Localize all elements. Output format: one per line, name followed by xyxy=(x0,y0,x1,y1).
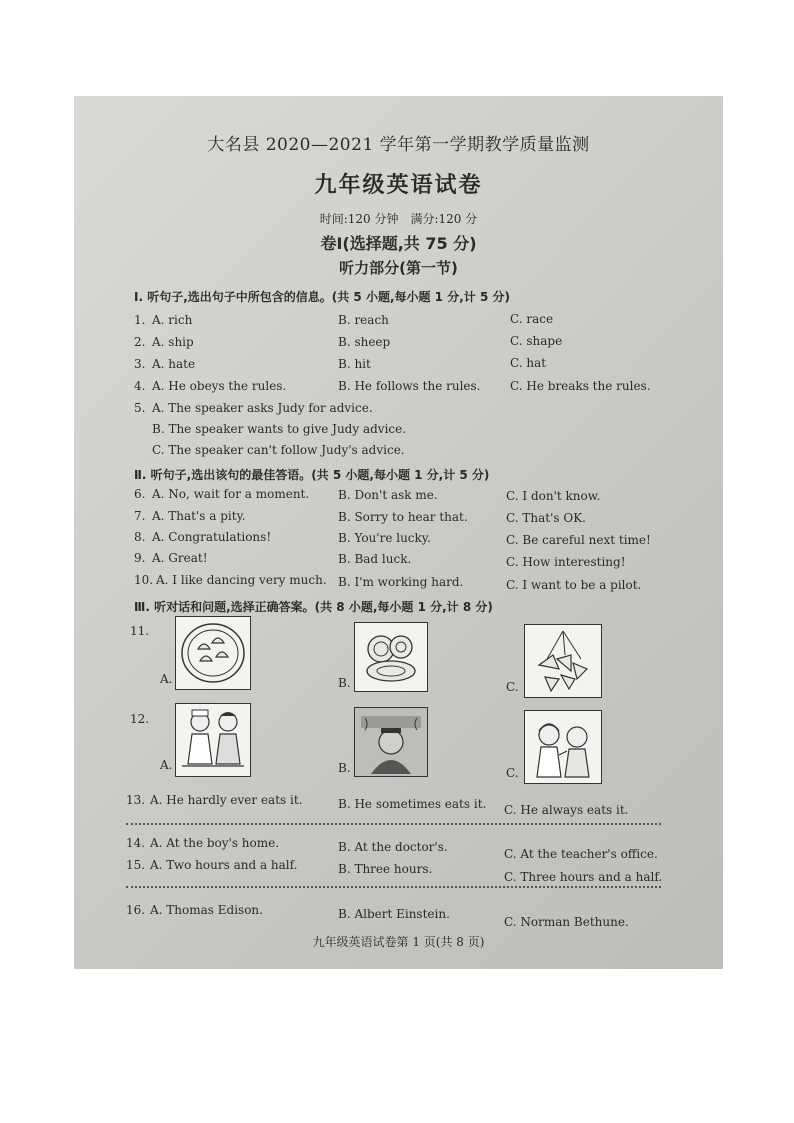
q12-picture-b xyxy=(354,707,428,777)
section-3-heading: Ⅲ. 听对话和问题,选择正确答案。(共 8 小题,每小题 1 分,计 8 分) xyxy=(134,600,493,614)
q7-option-a: A. That's a pity. xyxy=(152,509,246,523)
q6-number: 6. xyxy=(134,487,146,501)
q11-option-b: B. xyxy=(338,676,351,690)
q9-option-c: C. How interesting! xyxy=(506,555,626,569)
q6-option-a: A. No, wait for a moment. xyxy=(152,487,310,501)
volume-title: 卷Ⅰ(选择题,共 75 分) xyxy=(320,234,477,253)
q11-option-a: A. xyxy=(160,672,173,686)
exam-meta: 时间:120 分钟 满分:120 分 xyxy=(319,212,478,226)
q15-option-a: A. Two hours and a half. xyxy=(150,858,298,872)
q16-number: 16. xyxy=(126,903,146,917)
q11-picture-c xyxy=(524,624,602,698)
exam-header: 大名县 2020—2021 学年第一学期教学质量监测 xyxy=(207,135,590,155)
q13-option-b: B. He sometimes eats it. xyxy=(338,797,487,811)
q4-option-a: A. He obeys the rules. xyxy=(152,379,287,393)
q5-option-c: C. The speaker can't follow Judy's advice. xyxy=(152,443,405,457)
q10-number: 10. xyxy=(134,573,154,587)
q11-picture-b xyxy=(354,622,428,692)
q12-picture-a xyxy=(175,703,251,777)
q4-number: 4. xyxy=(134,379,146,393)
q15-option-c: C. Three hours and a half. xyxy=(504,870,663,884)
q7-option-c: C. That's OK. xyxy=(506,511,586,525)
q3-option-a: A. hate xyxy=(152,357,196,371)
exam-paper xyxy=(74,96,723,969)
q6-option-b: B. Don't ask me. xyxy=(338,488,438,502)
q3-option-c: C. hat xyxy=(510,356,547,370)
q1-option-c: C. race xyxy=(510,312,554,326)
q11-picture-a xyxy=(175,616,251,690)
divider-dotted xyxy=(126,886,661,888)
q14-option-a: A. At the boy's home. xyxy=(150,836,280,850)
q11-number: 11. xyxy=(130,624,150,638)
q4-option-b: B. He follows the rules. xyxy=(338,379,481,393)
q7-number: 7. xyxy=(134,509,146,523)
q16-option-a: A. Thomas Edison. xyxy=(150,903,263,917)
q1-number: 1. xyxy=(134,313,146,327)
sick-man-icon xyxy=(355,708,427,776)
q9-number: 9. xyxy=(134,551,146,565)
page-footer: 九年级英语试卷第 1 页(共 8 页) xyxy=(312,935,485,949)
section-1-heading: Ⅰ. 听句子,选出句子中所包含的信息。(共 5 小题,每小题 1 分,计 5 分) xyxy=(134,290,510,304)
divider-dotted xyxy=(126,823,661,825)
q8-option-a: A. Congratulations! xyxy=(152,530,272,544)
q1-option-a: A. rich xyxy=(152,313,193,327)
q1-option-b: B. reach xyxy=(338,313,389,327)
q14-number: 14. xyxy=(126,836,146,850)
q13-number: 13. xyxy=(126,793,146,807)
q2-option-c: C. shape xyxy=(510,334,563,348)
q16-option-b: B. Albert Einstein. xyxy=(338,907,450,921)
q13-option-a: A. He hardly ever eats it. xyxy=(150,793,303,807)
q5-number: 5. xyxy=(134,401,146,415)
q13-option-c: C. He always eats it. xyxy=(504,803,629,817)
q5-option-a: A. The speaker asks Judy for advice. xyxy=(152,401,373,415)
mooncakes-icon xyxy=(355,623,427,691)
q12-option-c: C. xyxy=(506,766,519,780)
q8-option-b: B. You're lucky. xyxy=(338,531,431,545)
exam-title: 九年级英语试卷 xyxy=(314,173,483,198)
q16-option-c: C. Norman Bethune. xyxy=(504,915,629,929)
q15-number: 15. xyxy=(126,858,146,872)
part-title: 听力部分(第一节) xyxy=(339,259,458,277)
dumplings-plate-icon xyxy=(176,617,250,689)
q12-option-b: B. xyxy=(338,761,351,775)
q2-option-b: B. sheep xyxy=(338,335,391,349)
q14-option-c: C. At the teacher's office. xyxy=(504,847,658,861)
q8-option-c: C. Be careful next time! xyxy=(506,533,651,547)
q5-option-b: B. The speaker wants to give Judy advice. xyxy=(152,422,407,436)
q9-option-a: A. Great! xyxy=(152,551,208,565)
q14-option-b: B. At the doctor's. xyxy=(338,840,448,854)
q10-option-b: B. I'm working hard. xyxy=(338,575,464,589)
q3-number: 3. xyxy=(134,357,146,371)
q9-option-b: B. Bad luck. xyxy=(338,552,412,566)
q4-option-c: C. He breaks the rules. xyxy=(510,379,651,393)
q12-number: 12. xyxy=(130,712,150,726)
zongzi-icon xyxy=(525,625,601,697)
two-children-icon xyxy=(525,711,601,783)
q11-option-c: C. xyxy=(506,680,519,694)
q7-option-b: B. Sorry to hear that. xyxy=(338,510,468,524)
q2-number: 2. xyxy=(134,335,146,349)
doctor-patient-icon xyxy=(176,704,250,776)
q3-option-b: B. hit xyxy=(338,357,371,371)
q10-option-a: A. I like dancing very much. xyxy=(156,573,327,587)
q12-option-a: A. xyxy=(160,758,173,772)
q6-option-c: C. I don't know. xyxy=(506,489,601,503)
q2-option-a: A. ship xyxy=(152,335,194,349)
q15-option-b: B. Three hours. xyxy=(338,862,433,876)
q12-picture-c xyxy=(524,710,602,784)
q10-option-c: C. I want to be a pilot. xyxy=(506,578,642,592)
section-2-heading: Ⅱ. 听句子,选出该句的最佳答语。(共 5 小题,每小题 1 分,计 5 分) xyxy=(134,468,490,482)
q8-number: 8. xyxy=(134,530,146,544)
